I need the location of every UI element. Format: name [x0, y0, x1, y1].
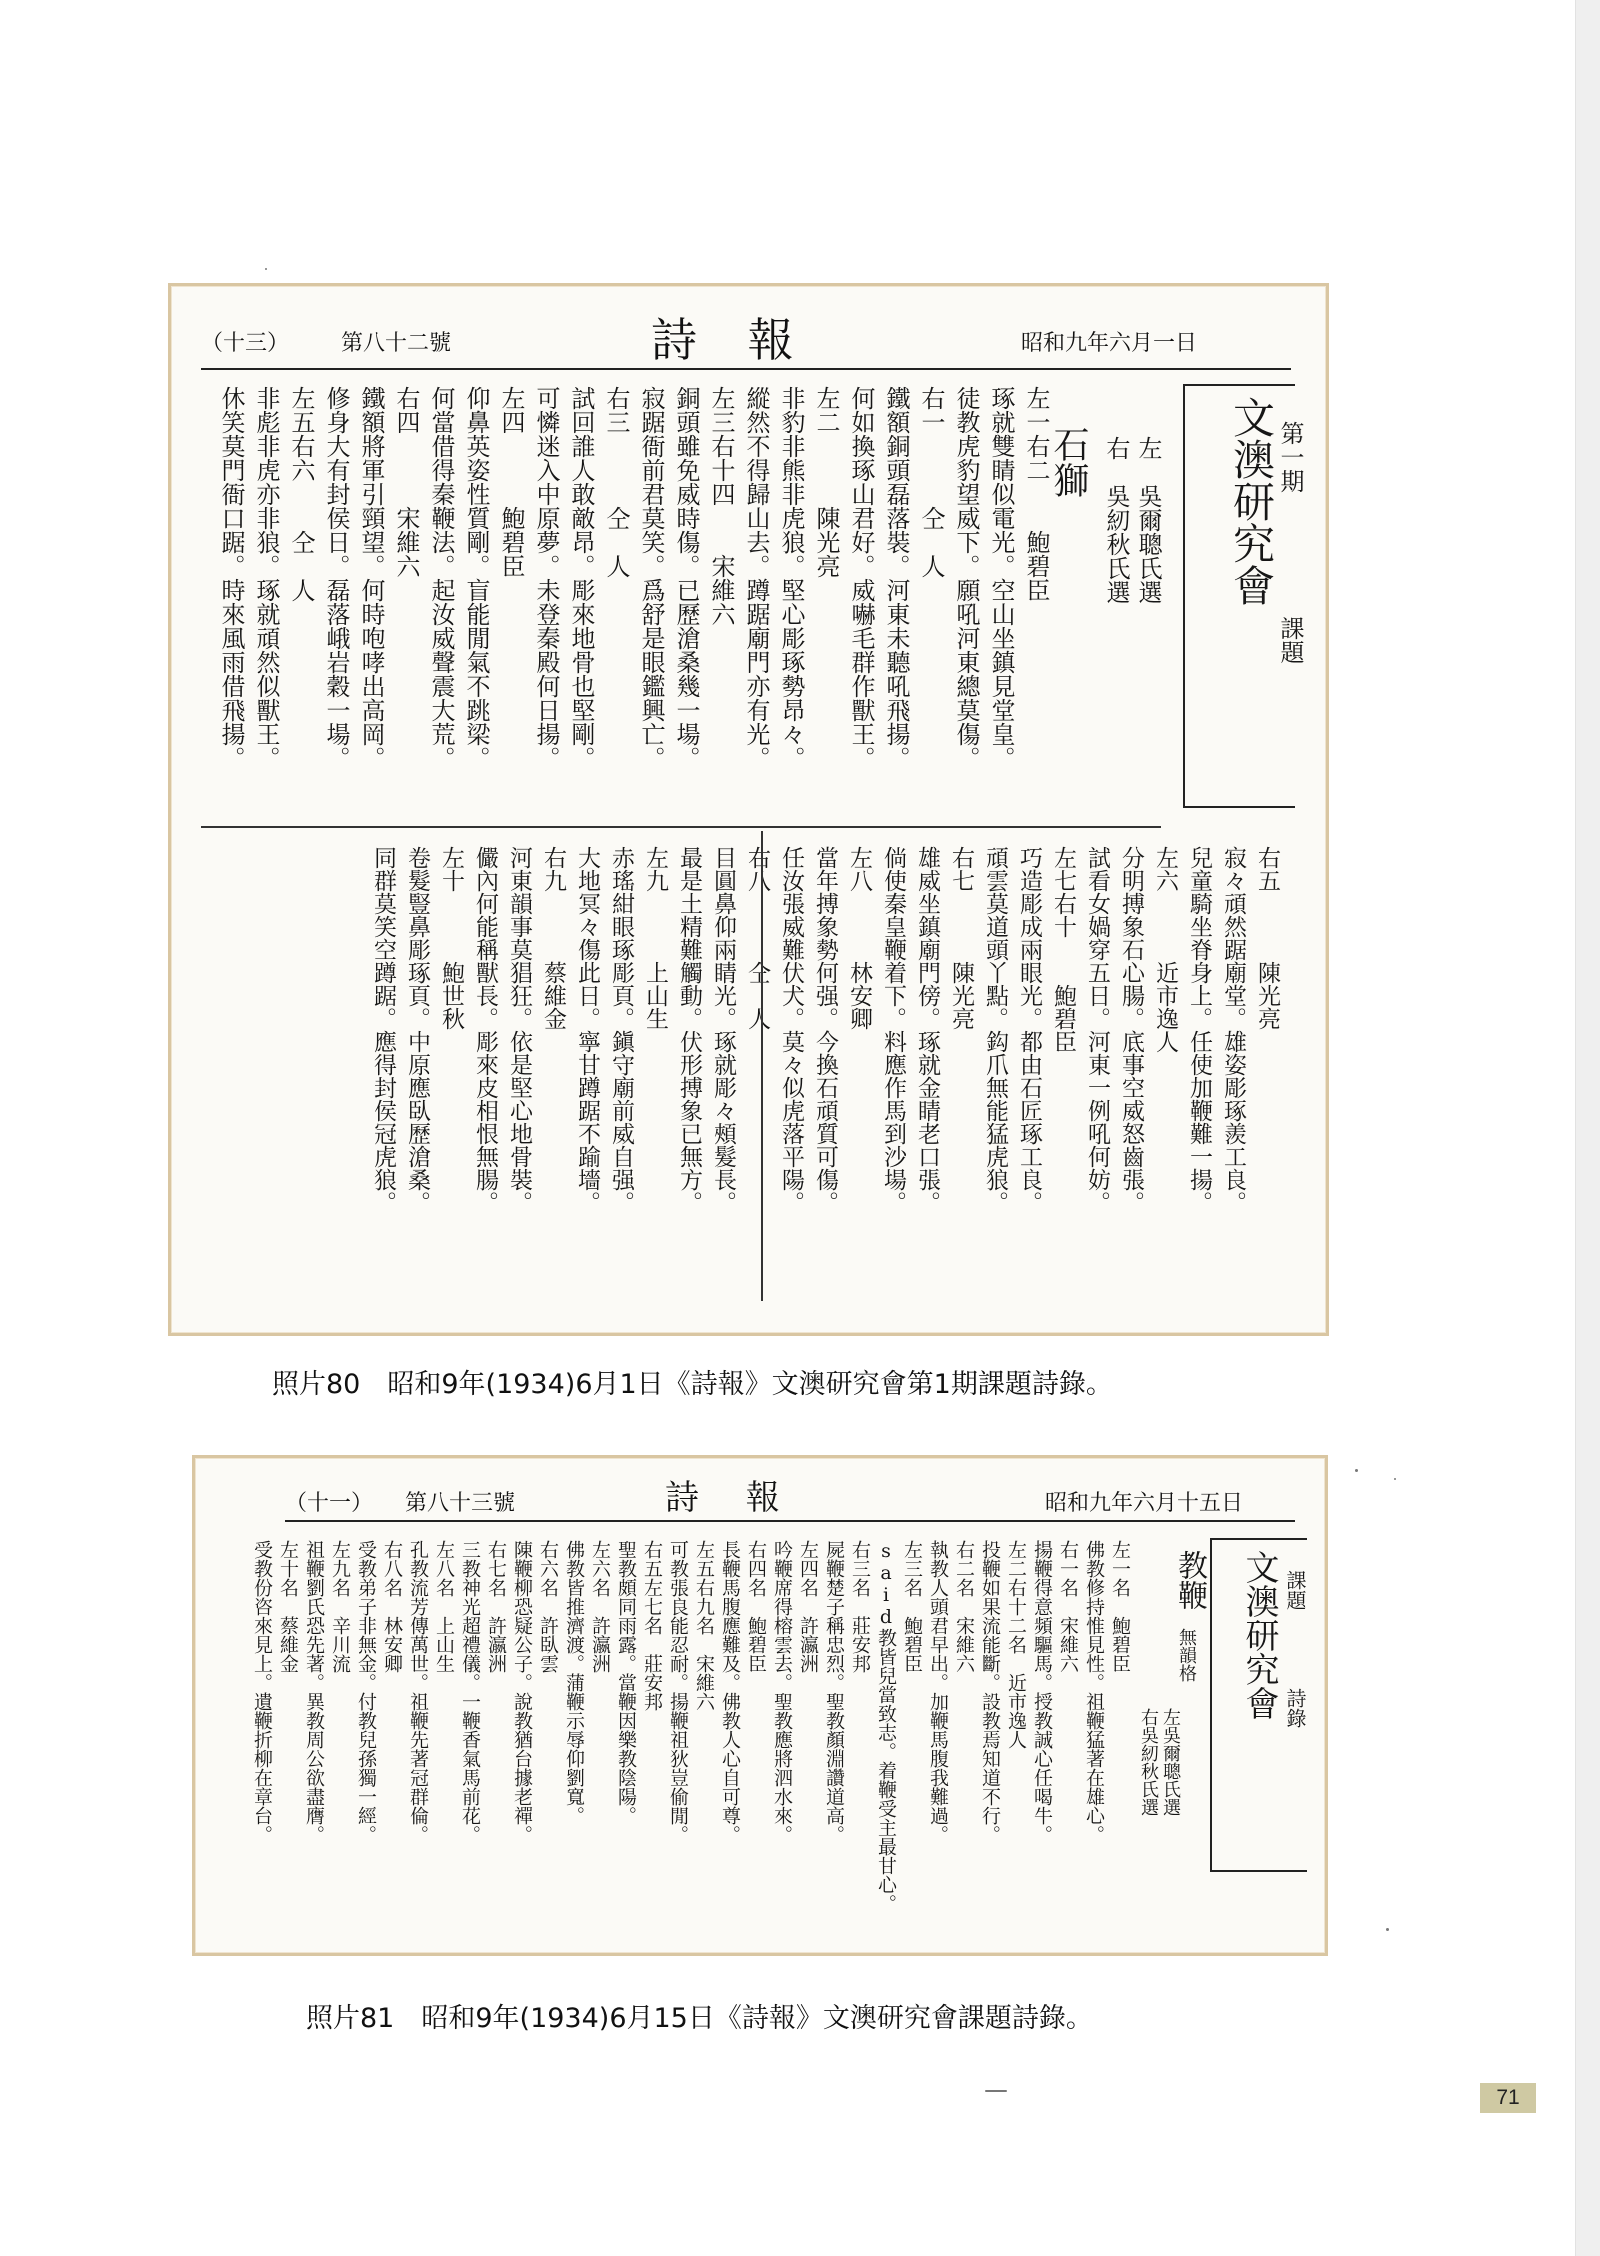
column-upper-21: 修身大有封侯日。磊落峨岩穀一場。 [322, 386, 350, 770]
newspaper-clipping-1 [168, 283, 1329, 1336]
column-6: 投鞭如果流能斷。設教焉知道不行。 [979, 1540, 1001, 1844]
column-lower-15: 任汝張威難伏犬。莫々似虎落平陽。 [778, 846, 804, 1214]
column-11: 右三名 莊安邦 [849, 1540, 871, 1673]
column-lower-12: 倘使秦皇鞭着下。料應作馬到沙場。 [880, 846, 906, 1214]
column-19: 右五左七名 莊安邦 [641, 1540, 663, 1711]
column-17: 左五右九名 宋維六 [693, 1540, 715, 1711]
column-upper-15: 可憐迷入中原夢。未登秦殿何日揚。 [532, 386, 560, 770]
column-34: 受教份咨來見上。遺鞭折柳在章台。 [251, 1540, 273, 1844]
column-lower-1: 右五 陳光亮 [1254, 846, 1280, 1030]
topic-kind: 課題 [1283, 1570, 1307, 1610]
column-29: 右八名 林安卿 [381, 1540, 403, 1673]
column-divider [761, 831, 763, 1301]
column-lower-22: 右九 蔡維金 [540, 846, 566, 1030]
column-upper-11: 銅頭雖免威時傷。已歷滄桑幾一場。 [672, 386, 700, 770]
rhyme-label: 無韻格 [1176, 1628, 1197, 1682]
column-lower-17: 目圓鼻仰兩睛光。琢就彫々頰髮長。 [710, 846, 736, 1214]
column-lower-7: 左七右十 鮑碧臣 [1050, 846, 1076, 1053]
newspaper-title: 詩 報 [665, 1478, 798, 1518]
scan-speck [985, 2090, 1007, 2092]
column-lower-24: 儼內何能稱獸長。彫來皮相恨無腸。 [472, 846, 498, 1214]
column-lower-3: 兒童騎坐脊身上。任使加鞭難一揚。 [1186, 846, 1212, 1214]
page-number: 71 [1480, 2083, 1536, 2113]
column-24: 陳鞭柳恐疑公子。說教猶台據老禪。 [511, 1540, 533, 1844]
column-9: 左三名 鮑碧臣 [901, 1540, 923, 1673]
photo-caption-80: 照片80 昭和9年(1934)6月1日《詩報》文澳研究會第1期課題詩錄。 [272, 1369, 1113, 1400]
column-lower-11: 雄威坐鎮廟門傍。琢就金睛老口張。 [914, 846, 940, 1214]
column-lower-6: 試看女媧穿五日。河東一例吼何妨。 [1084, 846, 1110, 1214]
scan-speck [1394, 1478, 1396, 1480]
column-8: 執教人頭君早出。加鞭馬腹我難過。 [927, 1540, 949, 1844]
column-upper-1: 左一右二 鮑碧臣 [1022, 386, 1050, 602]
column-upper-4: 右一 仝 人 [917, 386, 945, 578]
column-lower-23: 河東韻事莫猖狂。依是堅心地骨裝。 [506, 846, 532, 1214]
column-lower-4: 左六 近市逸人 [1152, 846, 1178, 1053]
column-27: 左八名 上山生 [433, 1540, 455, 1673]
column-upper-19: 右四 宋維六 [392, 386, 420, 578]
column-upper-14: 試回誰人敢敵昂。彫來地骨也堅剛。 [567, 386, 595, 770]
column-13: 左四名 許瀛洲 [797, 1540, 819, 1673]
column-lower-26: 卷髮豎鼻彫琢頁。中原應臥歷滄桑。 [404, 846, 430, 1214]
column-30: 受教弟子非無金。付教兒孫獨一經。 [355, 1540, 377, 1844]
column-upper-10: 左三右十四 宋維六 [707, 386, 735, 626]
newspaper-title: 詩 報 [651, 313, 812, 367]
column-10: said教皆兒當致志。着鞭受主最甘心。 [875, 1540, 897, 1913]
column-lower-2: 寂々頑然踞廟堂。雄姿彫琢羨工良。 [1220, 846, 1246, 1214]
column-20: 聖教頗同雨露。當鞭因樂教陰陽。 [615, 1540, 637, 1825]
column-lower-20: 赤瑤紺眼琢彫頁。鎭守廟前威自强。 [608, 846, 634, 1214]
selector-right: 右吳紉秋氏選 [1138, 1708, 1159, 1816]
scan-speck [1355, 1469, 1358, 1472]
column-lower-5: 分明搏象石心腸。底事空威怒齒張。 [1118, 846, 1144, 1214]
column-upper-24: 休笑莫門衙口踞。時來風雨借飛揚。 [217, 386, 245, 770]
column-upper-6: 何如換琢山君好。威嚇毛群作獸王。 [847, 386, 875, 770]
column-upper-17: 仰鼻英姿性質剛。盲能閒氣不跳梁。 [462, 386, 490, 770]
column-21: 左六名 許瀛洲 [589, 1540, 611, 1673]
page-number-label: （十一） [285, 1491, 374, 1516]
column-lower-21: 大地冥々傷此日。寧甘蹲踞不踰墻。 [574, 846, 600, 1214]
column-lower-27: 同群莫笑空蹲踞。應得封侯冠虎狼。 [370, 846, 396, 1214]
column-lower-10: 右七 陳光亮 [948, 846, 974, 1030]
column-25: 右七名 許瀛洲 [485, 1540, 507, 1673]
column-upper-20: 鐵額將軍引頸望。何時咆哮出高岡。 [357, 386, 385, 770]
column-upper-12: 寂踞衙前君莫笑。爲舒是眼鑑興亡。 [637, 386, 665, 770]
scan-speck [1386, 1928, 1389, 1931]
column-12: 屍鞭楚子稱忠烈。聖教顏淵讚道高。 [823, 1540, 845, 1844]
society-name: 文澳研究會 [1227, 396, 1276, 606]
column-lower-18: 最是土精難觸動。伏形搏象已無方。 [676, 846, 702, 1214]
column-upper-23: 非彪非虎亦非狼。琢就頑然似獸王。 [252, 386, 280, 770]
selector-left: 左 吳爾聰氏選 [1134, 436, 1162, 604]
column-upper-3: 徒教虎豹望威下。願吼河東總莫傷。 [952, 386, 980, 770]
column-upper-22: 左五右六 仝 人 [287, 386, 315, 602]
topic-kind: 課題 [1276, 616, 1304, 664]
column-lower-13: 左八 林安卿 [846, 846, 872, 1030]
column-4: 揚鞭得意頻驅馬。授教誠心任喝牛。 [1031, 1540, 1053, 1844]
column-33: 左十名 蔡維金 [277, 1540, 299, 1673]
poem-title: 教鞭 [1172, 1550, 1207, 1610]
column-upper-13: 右三 仝 人 [602, 386, 630, 578]
column-23: 右六名 許臥雲 [537, 1540, 559, 1673]
issue-label: 第八十二號 [341, 331, 452, 356]
column-1: 左一名 鮑碧臣 [1109, 1540, 1131, 1673]
column-lower-25: 左十 鮑世秋 [438, 846, 464, 1030]
scan-speck [265, 268, 267, 270]
column-15: 右四名 鮑碧臣 [745, 1540, 767, 1673]
column-14: 吟鞭席得榕雲去。聖教應將泗水來。 [771, 1540, 793, 1844]
masthead [201, 300, 1291, 370]
selector-right: 右 吳紉秋氏選 [1102, 436, 1130, 604]
column-upper-8: 非豹非熊非虎狼。堅心彫琢勢昂々。 [777, 386, 805, 770]
page-number-label: （十三） [201, 331, 290, 356]
column-upper-7: 左二 陳光亮 [812, 386, 840, 578]
column-26: 三教神光超禮儀。一鞭香氣馬前花。 [459, 1540, 481, 1844]
column-3: 右一名 宋維六 [1057, 1540, 1079, 1673]
column-22: 佛教皆推濟渡。蒲鞭示辱仰劉寬。 [563, 1540, 585, 1825]
date-label: 昭和九年六月一日 [1021, 331, 1198, 356]
issue-label: 第八十三號 [405, 1491, 516, 1516]
column-lower-14: 當年搏象勢何强。今換石頑質可傷。 [812, 846, 838, 1214]
page-edge [1575, 0, 1600, 2256]
column-upper-9: 縱然不得歸山去。蹲踞廟門亦有光。 [742, 386, 770, 770]
column-lower-9: 頑雲莫道頭丫點。鈎爪無能猛虎狼。 [982, 846, 1008, 1214]
column-upper-16: 左四 鮑碧臣 [497, 386, 525, 578]
masthead [285, 1470, 1295, 1522]
column-7: 右二名 宋維六 [953, 1540, 975, 1673]
column-upper-5: 鐵額銅頭磊落裝。河東未聽吼飛揚。 [882, 386, 910, 770]
column-2: 佛教修持惟見性。祖鞭猛著在雄心。 [1083, 1540, 1105, 1844]
column-16: 長鞭馬腹應難及。佛教人心自可尊。 [719, 1540, 741, 1844]
column-31: 左九名 辛川流 [329, 1540, 351, 1673]
column-upper-2: 琢就雙睛似電光。空山坐鎮見堂皇。 [987, 386, 1015, 770]
record-label: 詩錄 [1283, 1688, 1307, 1728]
selector-left: 左吳爾聰氏選 [1160, 1708, 1181, 1816]
column-lower-8: 巧造彫成兩眼光。都由石匠琢工良。 [1016, 846, 1042, 1214]
newspaper-clipping-2 [192, 1455, 1328, 1956]
society-name: 文澳研究會 [1239, 1550, 1279, 1720]
column-lower-16: 右八 仝 人 [744, 846, 770, 1030]
column-5: 左二右十二名 近市逸人 [1005, 1540, 1027, 1749]
column-28: 孔教流芳傳萬世。祖鞭先著冠群倫。 [407, 1540, 429, 1844]
column-upper-18: 何當借得秦鞭法。起汝威聲震大荒。 [427, 386, 455, 770]
column-32: 祖鞭劉氏恐先著。異教周公欲盡膺。 [303, 1540, 325, 1844]
column-lower-19: 左九 上山生 [642, 846, 668, 1030]
date-label: 昭和九年六月十五日 [1045, 1491, 1244, 1516]
section-divider [201, 826, 1161, 828]
poem-title: 石獅 [1048, 426, 1089, 498]
column-18: 可教張良能忍耐。揚鞭祖狄豈偷閒。 [667, 1540, 689, 1844]
period-label: 第一期 [1276, 421, 1304, 493]
photo-caption-81: 照片81 昭和9年(1934)6月15日《詩報》文澳研究會課題詩錄。 [306, 2003, 1093, 2034]
